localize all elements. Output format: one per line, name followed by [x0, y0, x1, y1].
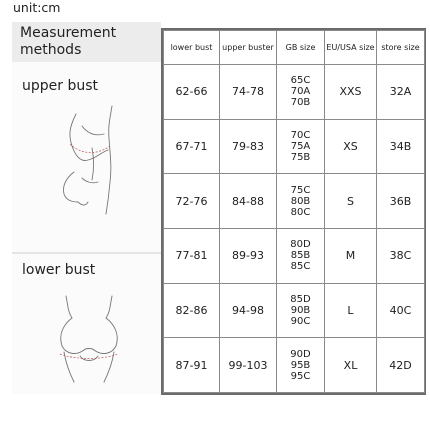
column-header-store-size: store size — [377, 31, 425, 65]
gb-size-value: 65C — [290, 75, 311, 87]
lower-bust-cell: 87-91 — [164, 338, 220, 393]
column-header-eu-usa-size: EU/USA size — [325, 31, 377, 65]
size-chart-table — [161, 28, 426, 395]
upper-bust-title: upper bust — [22, 78, 99, 94]
column-header-upper-bust: upper buster — [220, 31, 277, 65]
table-row — [164, 338, 425, 393]
upper-bust-cell: 89-93 — [220, 228, 277, 283]
gb-size-value: 75B — [290, 151, 311, 163]
gb-size-value: 90C — [290, 315, 311, 327]
lower-bust-cell: 82-86 — [164, 283, 220, 338]
methods-header-line2: methods — [20, 42, 82, 58]
upper-bust-measurement-figure — [52, 102, 132, 217]
table-row — [164, 228, 425, 283]
gb-size-value: 80D — [290, 239, 311, 251]
upper-bust-cell: 84-88 — [220, 174, 277, 229]
gb-size-cell — [277, 228, 325, 283]
methods-header — [12, 22, 161, 62]
upper-bust-cell: 94-98 — [220, 283, 277, 338]
gb-size-cell — [277, 174, 325, 229]
table-row — [164, 283, 425, 338]
gb-size-value: 95C — [290, 370, 311, 382]
lower-bust-measurement-figure — [46, 290, 136, 385]
eu-usa-size-cell: M — [325, 228, 377, 283]
gb-size-value: 85C — [290, 261, 311, 273]
gb-size-cell — [277, 338, 325, 393]
gb-size-value: 90D — [290, 348, 311, 360]
eu-usa-size-cell: XS — [325, 119, 377, 174]
gb-size-value: 95B — [290, 359, 311, 371]
lower-bust-cell: 77-81 — [164, 228, 220, 283]
upper-bust-cell: 74-78 — [220, 65, 277, 120]
measurement-methods-panel — [12, 22, 161, 394]
size-table-body — [164, 65, 425, 393]
table-header-row — [164, 31, 425, 65]
store-size-cell: 34B — [377, 119, 425, 174]
lower-bust-cell: 67-71 — [164, 119, 220, 174]
store-size-cell: 40C — [377, 283, 425, 338]
gb-size-value: 85B — [290, 250, 311, 262]
table-row — [164, 174, 425, 229]
lower-bust-cell: 72-76 — [164, 174, 220, 229]
eu-usa-size-cell: L — [325, 283, 377, 338]
table-row — [164, 65, 425, 120]
upper-bust-cell: 79-83 — [220, 119, 277, 174]
upper-bust-cell: 99-103 — [220, 338, 277, 393]
gb-size-cell — [277, 65, 325, 120]
store-size-cell: 32A — [377, 65, 425, 120]
table-row — [164, 119, 425, 174]
methods-header-line1: Measurement — [20, 25, 117, 41]
store-size-cell: 38C — [377, 228, 425, 283]
store-size-cell: 42D — [377, 338, 425, 393]
gb-size-value: 80B — [290, 195, 311, 207]
gb-size-value: 80C — [290, 206, 311, 218]
gb-size-value: 70A — [290, 86, 311, 98]
gb-size-value: 75C — [290, 184, 311, 196]
lower-bust-cell: 62-66 — [164, 65, 220, 120]
gb-size-cell — [277, 283, 325, 338]
gb-size-cell — [277, 119, 325, 174]
section-divider — [12, 252, 161, 254]
eu-usa-size-cell: XXS — [325, 65, 377, 120]
eu-usa-size-cell: XL — [325, 338, 377, 393]
eu-usa-size-cell: S — [325, 174, 377, 229]
gb-size-value: 70C — [290, 129, 311, 141]
gb-size-value: 70B — [290, 97, 311, 109]
gb-size-value: 75A — [290, 140, 311, 152]
gb-size-value: 85D — [290, 293, 311, 305]
lower-bust-title: lower bust — [22, 262, 96, 278]
unit-label: unit:cm — [13, 0, 61, 15]
column-header-gb-size: GB size — [277, 31, 325, 65]
gb-size-value: 90B — [290, 304, 311, 316]
store-size-cell: 36B — [377, 174, 425, 229]
column-header-lower-bust: lower bust — [164, 31, 220, 65]
